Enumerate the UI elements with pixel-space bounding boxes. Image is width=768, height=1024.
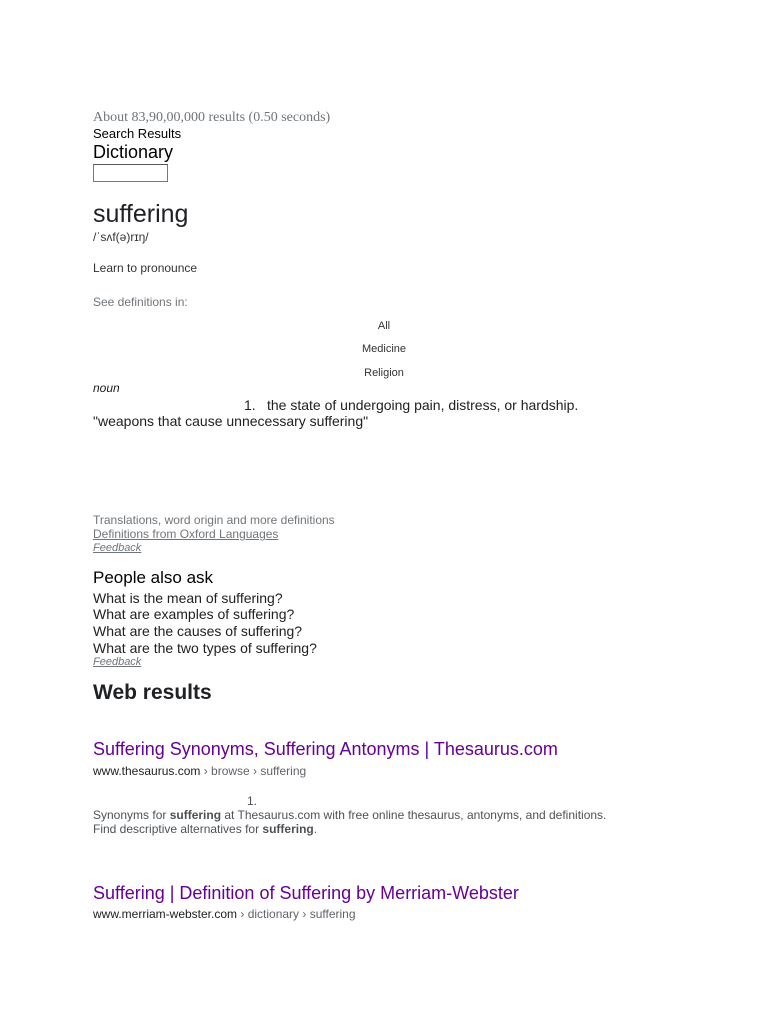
snippet-text: Find descriptive alternatives for xyxy=(93,822,263,836)
paa-question[interactable]: What are the two types of suffering? xyxy=(93,640,317,656)
result-snippet-line xyxy=(93,808,606,822)
dictionary-word: suffering xyxy=(93,200,189,228)
snippet-text: Synonyms for xyxy=(93,808,170,822)
phonetic-spelling: /ˈsʌf(ə)rɪŋ/ xyxy=(93,230,149,244)
paa-feedback-link[interactable]: Feedback xyxy=(93,656,142,668)
result-number: 1. xyxy=(247,794,258,808)
paa-question[interactable]: What are examples of suffering? xyxy=(93,606,295,622)
result-breadcrumb: › browse › suffering xyxy=(200,764,307,778)
domain-option-all[interactable]: All xyxy=(377,320,391,332)
see-definitions-label: See definitions in: xyxy=(93,295,188,309)
people-also-ask-title: People also ask xyxy=(93,568,214,587)
result-title-link[interactable]: Suffering Synonyms, Suffering Antonyms | Thesaurus.com xyxy=(93,739,558,759)
result-domain: www.thesaurus.com xyxy=(93,764,201,778)
dictionary-search-input[interactable] xyxy=(93,164,168,182)
paa-question[interactable]: What is the mean of suffering? xyxy=(93,590,283,606)
snippet-text: . xyxy=(313,822,318,836)
definition-example: "weapons that cause unnecessary suffering" xyxy=(93,413,369,429)
part-of-speech: noun xyxy=(93,381,120,395)
snippet-highlight: suffering xyxy=(169,808,222,822)
web-results-title: Web results xyxy=(93,681,212,704)
dictionary-title: Dictionary xyxy=(93,142,174,162)
more-definitions-link[interactable]: Translations, word origin and more definitions xyxy=(93,513,335,527)
oxford-languages-link[interactable]: Definitions from Oxford Languages xyxy=(93,527,279,541)
snippet-highlight: suffering xyxy=(262,822,314,836)
dictionary-feedback-link[interactable]: Feedback xyxy=(93,542,142,554)
paa-question[interactable]: What are the causes of suffering? xyxy=(93,623,303,639)
search-results-heading: Search Results xyxy=(93,126,182,141)
result-url[interactable] xyxy=(93,907,356,921)
result-url[interactable] xyxy=(93,764,306,778)
domain-option-medicine[interactable]: Medicine xyxy=(361,343,407,355)
result-title-link[interactable]: Suffering | Definition of Suffering by Merriam-Webster xyxy=(93,883,519,903)
result-snippet-line xyxy=(93,822,317,836)
definition-text: the state of undergoing pain, distress, or hardship. xyxy=(267,397,579,413)
results-stats: About 83,90,00,000 results (0.50 seconds) xyxy=(93,110,331,125)
result-domain: www.merriam-webster.com xyxy=(93,907,238,921)
snippet-text: at Thesaurus.com with free online thesaurus, antonyms, and definitions. xyxy=(221,808,607,822)
result-breadcrumb: › dictionary › suffering xyxy=(237,907,356,921)
learn-to-pronounce-link[interactable]: Learn to pronounce xyxy=(93,261,198,275)
domain-option-religion[interactable]: Religion xyxy=(364,367,404,379)
definition-number: 1. xyxy=(244,397,256,413)
